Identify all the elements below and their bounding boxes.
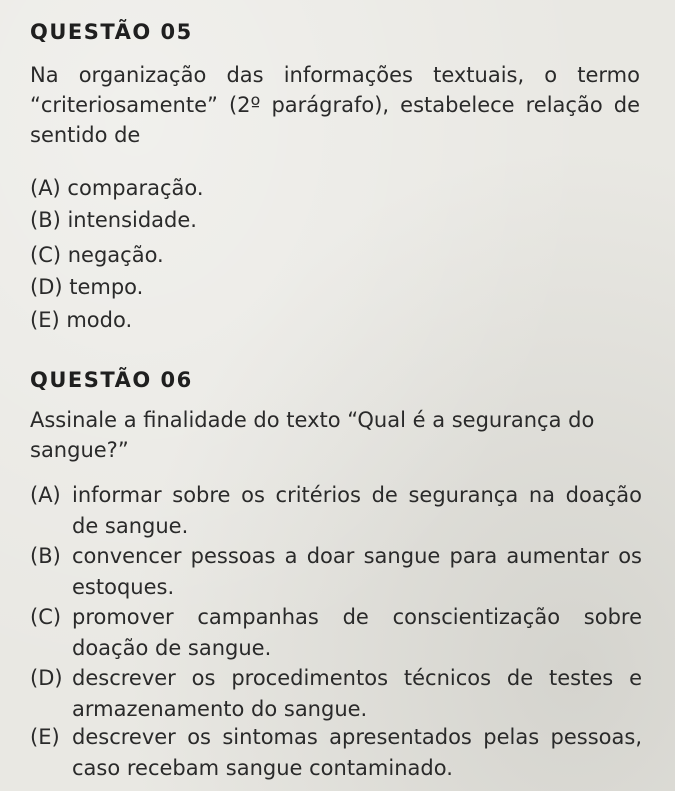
question-06-option-d[interactable] [30,663,642,725]
question-05-option-c[interactable]: (C) negação. [30,243,164,267]
question-06-option-c[interactable] [30,602,642,664]
question-05-title: QUESTÃO 05 [30,20,193,44]
question-05-option-b[interactable]: (B) intensidade. [30,208,197,232]
option-text: informar sobre os critérios de segurança na doação de sangue. [72,483,642,538]
question-05-option-a[interactable]: (A) comparação. [30,176,204,200]
question-05-option-e[interactable]: (E) modo. [30,308,133,332]
option-text: descrever os procedimentos técnicos de testes e armazenamento do sangue. [72,666,642,721]
question-06-option-e[interactable] [30,722,642,784]
question-05-option-d[interactable]: (D) tempo. [30,275,144,299]
question-05-stem: Na organização das informações textuais, o termo “criteriosamente” (2º parágrafo), estabelece relação de sentido de [30,63,640,147]
option-letter: (D) [30,666,63,690]
option-text: convencer pessoas a doar sangue para aumentar os estoques. [72,544,642,599]
question-06-stem: Assinale a finalidade do texto “Qual é a segurança do sangue?” [30,408,595,462]
option-letter: (B) [30,544,61,568]
question-06-title: QUESTÃO 06 [30,368,193,392]
option-letter: (C) [30,605,62,629]
question-06-option-b[interactable] [30,541,642,603]
question-06-option-a[interactable] [30,480,642,542]
option-letter: (E) [30,725,60,749]
option-text: promover campanhas de conscientização sobre doação de sangue. [72,605,642,660]
option-text: descrever os sintomas apresentados pelas pessoas, caso recebam sangue contaminado. [72,725,642,780]
option-letter: (A) [30,483,61,507]
